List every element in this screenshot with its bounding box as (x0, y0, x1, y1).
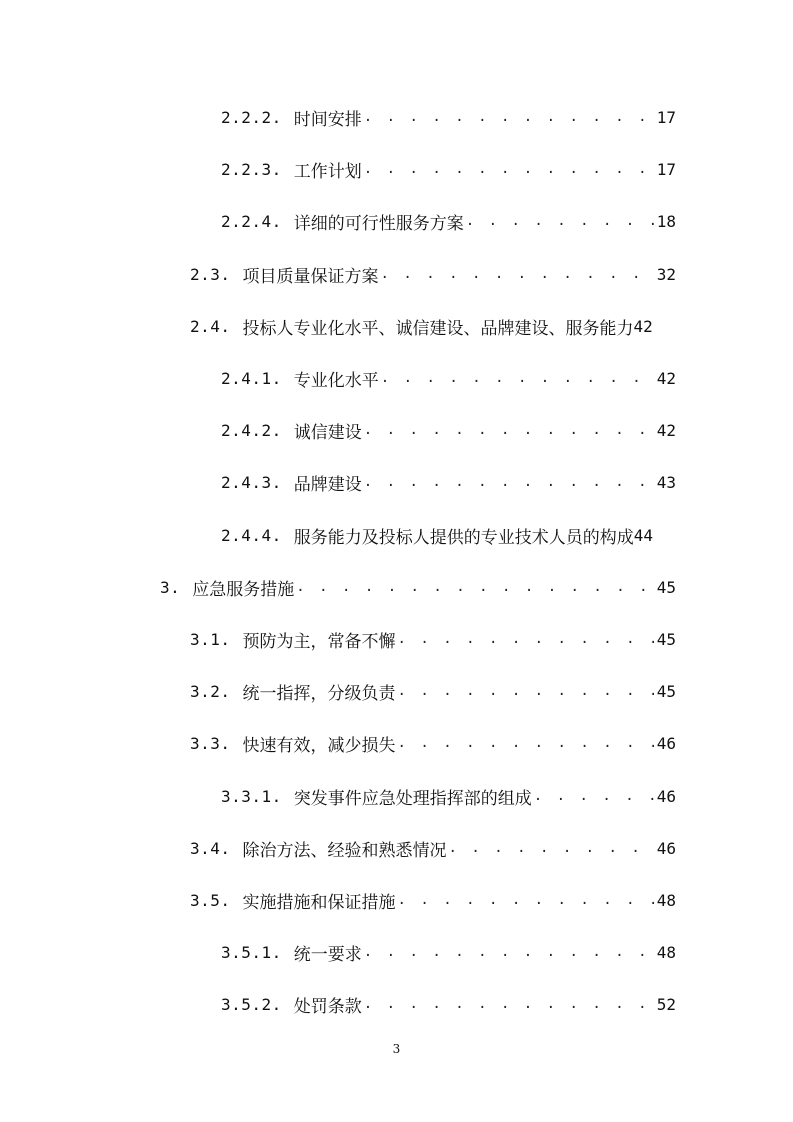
toc-entry-number: 3.1. (190, 629, 231, 649)
toc-entry-leader (379, 266, 654, 282)
toc-entry-leader (362, 474, 654, 490)
toc-entry-title: 投标人专业化水平、诚信建设、品牌建设、服务能力 (242, 318, 634, 339)
toc-entry-number: 2.3. (190, 264, 231, 284)
toc-entry-title: 应急服务措施 (192, 579, 295, 600)
toc-entry-title: 项目质量保证方案 (242, 266, 379, 287)
toc-entry-number: 3.3.1. (221, 786, 282, 806)
toc-entry-number: 3.4. (190, 838, 231, 858)
toc-entry-number: 2.2.3. (221, 159, 282, 179)
toc-entry-title: 预防为主，常备不懈 (242, 631, 396, 652)
toc-entry-page: 48 (656, 890, 676, 910)
toc-entry-page: 18 (656, 211, 676, 231)
toc-entry-page: 52 (656, 994, 676, 1014)
toc-entry-page: 42 (656, 368, 676, 388)
toc-entry-leader (464, 213, 654, 229)
toc-entry-title: 除治方法、经验和熟悉情况 (242, 840, 447, 861)
toc-entry-leader (362, 109, 654, 125)
toc-entry-title: 详细的可行性服务方案 (293, 213, 464, 234)
toc-entry-number: 3. (160, 577, 181, 597)
toc-entry-number: 2.2.4. (221, 211, 282, 231)
toc-entry[interactable] (221, 520, 676, 550)
toc-entry-leader (447, 840, 654, 856)
toc-entry-page: 44 (633, 525, 654, 545)
toc-entry-leader (396, 631, 654, 647)
toc-entry-number: 3.3. (190, 733, 231, 753)
toc-entry-page: 42 (656, 420, 676, 440)
toc-entry[interactable] (221, 102, 676, 132)
toc-entry-number: 2.4.1. (221, 368, 282, 388)
toc-entry-title: 处罚条款 (293, 996, 362, 1017)
toc-entry-leader (362, 422, 654, 438)
toc-entry-page: 43 (656, 472, 676, 492)
toc-entry-title: 品牌建设 (293, 474, 362, 495)
toc-entry[interactable] (221, 363, 676, 393)
toc-entry-title: 时间安排 (293, 109, 362, 130)
toc-entry-title: 统一要求 (293, 944, 362, 965)
toc-entry[interactable] (221, 467, 676, 497)
toc-entry-page: 46 (656, 733, 676, 753)
toc-entry[interactable] (221, 206, 676, 236)
toc-entry-page: 45 (656, 577, 676, 597)
toc-entry-title: 统一指挥，分级负责 (242, 683, 396, 704)
toc-entry-number: 2.2.2. (221, 107, 282, 127)
toc-entry-number: 2.4.4. (221, 525, 282, 545)
toc-entry[interactable] (221, 415, 676, 445)
toc-entry[interactable] (190, 728, 676, 758)
toc-entry-leader (362, 944, 654, 960)
toc-entry-title: 突发事件应急处理指挥部的组成 (293, 788, 532, 809)
toc-entry[interactable] (221, 154, 676, 184)
toc-entry-leader (396, 683, 654, 699)
toc-entry-title: 实施措施和保证措施 (242, 892, 396, 913)
toc-entry-number: 3.2. (190, 681, 231, 701)
toc-entry-number: 3.5. (190, 890, 231, 910)
toc-entry[interactable] (221, 937, 676, 967)
toc-entry-page: 42 (633, 316, 653, 336)
toc-entry[interactable] (221, 989, 676, 1019)
toc-entry-page: 45 (656, 681, 676, 701)
toc-entry-page: 17 (656, 159, 676, 179)
toc-entry-leader (532, 788, 654, 804)
toc-entry-page: 46 (656, 838, 676, 858)
toc-entry-title: 专业化水平 (293, 370, 379, 391)
page-number-footer: 3 (392, 1042, 401, 1056)
toc-entry-number: 3.5.2. (221, 994, 282, 1014)
toc-entry[interactable] (190, 885, 676, 915)
toc-entry-page: 17 (656, 107, 676, 127)
toc-entry-leader (396, 892, 654, 908)
toc-entry-leader (379, 370, 654, 386)
toc-entry-number: 2.4. (190, 316, 231, 336)
toc-entry-leader (294, 579, 654, 595)
toc-entry-number: 3.5.1. (221, 942, 282, 962)
toc-entry[interactable] (221, 781, 676, 811)
toc-entry-title: 快速有效，减少损失 (242, 735, 396, 756)
toc-entry[interactable] (190, 259, 676, 289)
toc-entry-leader (362, 996, 654, 1012)
toc-entry-number: 2.4.3. (221, 472, 282, 492)
toc-entry-title: 诚信建设 (293, 422, 362, 443)
toc-entry-leader (396, 735, 654, 751)
toc-entry-page: 46 (656, 786, 676, 806)
toc-entry-title: 服务能力及投标人提供的专业技术人员的构成 (293, 527, 634, 548)
toc-entry[interactable] (190, 833, 676, 863)
toc-entry-title: 工作计划 (293, 161, 362, 182)
toc-entry-page: 45 (656, 629, 676, 649)
toc-entry[interactable] (190, 676, 676, 706)
toc-entry-leader (362, 161, 654, 177)
toc-entry[interactable] (190, 624, 676, 654)
toc-entry[interactable] (160, 572, 676, 602)
toc-entry-number: 2.4.2. (221, 420, 282, 440)
toc-entry[interactable] (190, 311, 676, 341)
toc-entry-page: 32 (656, 264, 676, 284)
toc-entry-page: 48 (656, 942, 676, 962)
